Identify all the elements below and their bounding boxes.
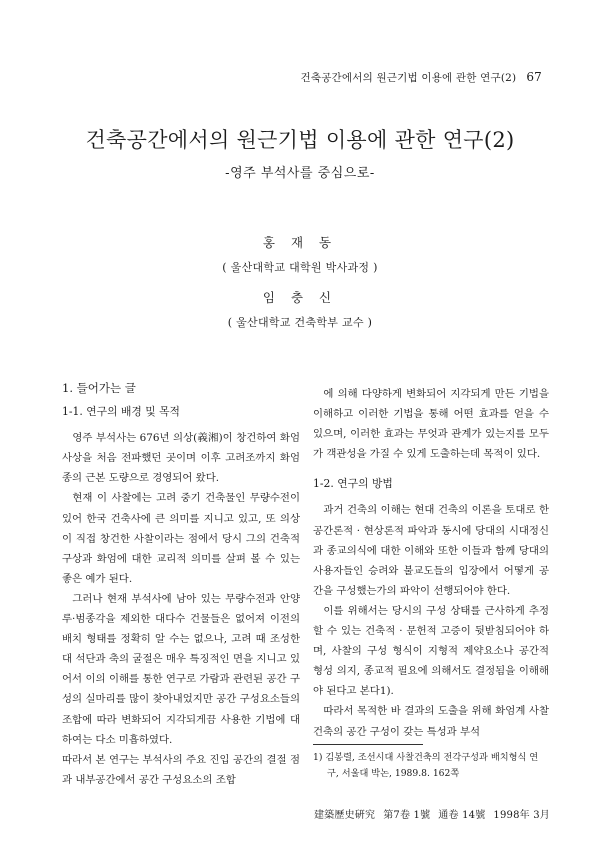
- body-paragraph: 이를 위해서는 당시의 구성 상태를 근사하게 추정할 수 있는 건축적 · 문헌적 고증이 뒷받침되어야 하며, 사찰의 구성 형식이 지형적 제약요소나 공간적 형성 의지, 종교적 필요에 의해서도 결정됨을 이해해야 된다고 본다1).: [313, 604, 549, 698]
- title-block: [0, 124, 600, 181]
- body-paragraph: 에 의해 다양하게 변화되어 지각되게 만든 기법을 이해하고 이러한 기법을 통해 어떤 효과를 얻을 수 있으며, 이러한 효과는 무엇과 관계가 있는지를 모두가 객관성을 가질 수 있게 도출하는데 목적이 있다.: [313, 388, 549, 461]
- body-paragraph: 영주 부석사는 676년 의상(義湘)이 창건하여 화엄사상을 처음 전파했던 곳이며 이후 고려조까지 화엄종의 근본 도량으로 경영되어 왔다.: [62, 432, 300, 485]
- author-affiliation: ( 울산대학교 대학원 박사과정 ): [222, 261, 378, 274]
- footnote-line: 구, 서울대 박논, 1989.8. 162쪽: [327, 768, 460, 779]
- author-block-1: [0, 233, 600, 275]
- running-head-title: 건축공간에서의 원근기법 이용에 관한 연구(2): [300, 72, 517, 84]
- body-paragraph: 현재 이 사찰에는 고려 중기 건축물인 무량수전이 있어 한국 건축사에 큰 의미를 지니고 있고, 또 의상이 직접 창건한 사찰이라는 점에서 당시 그의 건축적 구상과 화엄에 대한 교리적 의미를 살펴 볼 수 있는 좋은 예가 된다.: [62, 492, 300, 585]
- subsection-heading: 1-2. 연구의 방법: [313, 477, 393, 491]
- body-paragraph: 그러나 현재 부석사에 남아 있는 무량수전과 안양루·범종각을 제외한 대다수 건물들은 없어져 이전의 배치 형태를 정확히 알 수는 없으나, 고려 때 조성한 대 석단과 축의 굴절은 매우 특징적인 면을 지니고 있어서 이의 이해를 통한 연구로 가람과 관련된 공간 구성의 실마리를 많이 찾아내었지만 공간 구성요소들의 조합에 따라 변화되어 지각되게끔 사용한 기법에 대하여는 다소 미흡하였다.: [62, 592, 300, 746]
- footnote-divider: [313, 744, 423, 745]
- page-number: 67: [526, 70, 542, 84]
- author-name: 임 충 신: [262, 290, 338, 305]
- subsection-heading: 1-1. 연구의 배경 및 목적: [62, 405, 180, 419]
- journal-volume: 第7卷 1號: [383, 810, 431, 821]
- left-column: [62, 378, 300, 790]
- body-paragraph: 과거 건축의 이해는 현대 건축의 이론을 토대로 한 공간론적 · 현상론적 파악과 동시에 당대의 시대정신과 종교의식에 대한 이해와 또한 이들과 함께 당대의 사용자들인 승려와 불교도들의 입장에서 어떻게 공간을 구성했는가의 파악이 선행되어야 한다.: [313, 504, 549, 597]
- author-affiliation: ( 울산대학교 건축학부 교수 ): [227, 316, 373, 329]
- author-name: 홍 재 동: [262, 235, 338, 250]
- journal-name: 建築歷史硏究: [313, 810, 376, 821]
- journal-date: 1998年 3月: [493, 810, 550, 821]
- section-heading: 1. 들어가는 글: [62, 381, 136, 395]
- body-paragraph: 따라서 목적한 바 결과의 도출을 위해 화엄계 사찰건축의 공간 구성이 갖는 특성과 부석: [313, 705, 549, 738]
- journal-footer: [314, 806, 550, 821]
- right-column: [313, 384, 549, 742]
- journal-serial: 通卷 14號: [438, 810, 486, 821]
- footnote-line: 1) 김봉렬, 조선시대 사찰건축의 전각구성과 배치형식 연: [313, 752, 539, 763]
- author-block-2: [0, 288, 600, 330]
- footnote: [313, 750, 549, 782]
- body-paragraph: 따라서 본 연구는 부석사의 주요 진입 공간의 결절 점과 내부공간에서 공간 구성요소의 조합: [62, 753, 300, 786]
- paper-title: 건축공간에서의 원근기법 이용에 관한 연구(2): [85, 128, 515, 152]
- paper-subtitle: -영주 부석사를 중심으로-: [225, 166, 375, 181]
- running-head: [301, 70, 542, 85]
